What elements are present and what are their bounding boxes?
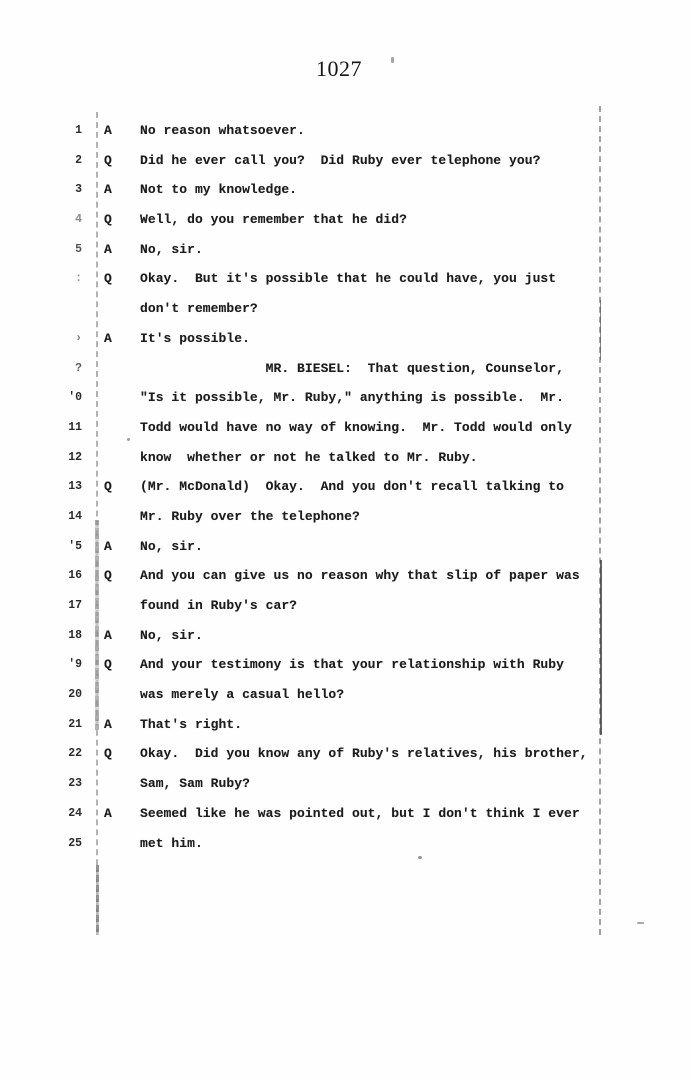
transcript-line: [0, 621, 691, 651]
transcript-line: [0, 116, 691, 146]
line-number: 2: [75, 153, 82, 167]
line-text: No, sir.: [140, 241, 203, 257]
line-text: was merely a casual hello?: [140, 687, 345, 703]
transcript-line: [0, 799, 691, 829]
line-text: No, sir.: [140, 627, 203, 643]
speaker-label: Q: [104, 479, 112, 495]
line-text: Mr. Ruby over the telephone?: [140, 508, 360, 524]
transcript-line: [0, 264, 691, 294]
line-text: No, sir.: [140, 538, 203, 554]
transcript-line: [0, 146, 691, 176]
line-number: 1: [75, 124, 82, 137]
line-number: 3: [75, 183, 82, 197]
transcript-line: [0, 472, 691, 502]
scan-artifact: [391, 57, 394, 63]
line-text: MR. BIESEL: That question, Counselor,: [140, 360, 564, 376]
line-number: 17: [68, 599, 82, 612]
line-number: 24: [68, 806, 82, 820]
line-text: Seemed like he was pointed out, but I don't think I ever: [140, 805, 580, 821]
line-number: 13: [68, 480, 82, 494]
line-text: And you can give us no reason why that slip of paper was: [140, 568, 580, 584]
line-number: ?: [75, 361, 82, 375]
line-text: met him.: [140, 835, 203, 851]
page-number: 1027: [316, 56, 362, 81]
line-text: "Is it possible, Mr. Ruby," anything is possible. Mr.: [140, 390, 564, 406]
line-number: '5: [68, 539, 82, 553]
transcript-line: [0, 829, 691, 859]
speaker-label: A: [104, 716, 112, 732]
line-text: Not to my knowledge.: [140, 182, 298, 198]
transcript-line: [0, 175, 691, 205]
transcript-line: [0, 383, 691, 413]
speaker-label: A: [104, 538, 112, 554]
line-text: (Mr. McDonald) Okay. And you don't recall talking to: [140, 479, 564, 495]
transcript-line: [0, 294, 691, 324]
transcript-line: [0, 680, 691, 710]
line-number: 25: [68, 836, 82, 850]
speaker-label: A: [104, 241, 112, 257]
transcript-line: [0, 502, 691, 532]
speaker-label: Q: [104, 568, 112, 584]
speaker-label: Q: [104, 746, 112, 762]
line-text: Okay. Did you know any of Ruby's relatives, his brother,: [140, 746, 588, 762]
line-number: '9: [68, 658, 82, 672]
line-text: Sam, Sam Ruby?: [140, 776, 250, 792]
line-text: Did he ever call you? Did Ruby ever telephone you?: [140, 152, 541, 168]
line-text: found in Ruby's car?: [140, 598, 298, 613]
line-number: 18: [68, 628, 82, 642]
scan-artifact: [637, 922, 644, 924]
line-number: 4: [75, 213, 82, 227]
line-number: 23: [68, 777, 82, 791]
transcript-line: [0, 710, 691, 740]
line-number: 20: [68, 688, 82, 702]
speaker-label: Q: [104, 152, 112, 168]
line-number: '0: [68, 391, 82, 405]
speaker-label: A: [104, 627, 112, 643]
line-number: 22: [68, 747, 82, 761]
transcript-line: [0, 235, 691, 265]
speaker-label: A: [104, 182, 112, 198]
line-text: don't remember?: [140, 301, 258, 317]
line-text: Okay. But it's possible that he could have, you just: [140, 271, 557, 287]
transcript-line: [0, 354, 691, 384]
speaker-label: Q: [104, 212, 112, 228]
transcript-line: [0, 591, 691, 621]
line-number: ›: [75, 331, 82, 345]
transcript-line: [0, 561, 691, 591]
transcript-line: [0, 413, 691, 443]
scan-artifact: [96, 865, 99, 935]
speaker-label: A: [104, 123, 112, 138]
line-number: 21: [68, 717, 82, 731]
transcript-line: [0, 324, 691, 354]
speaker-label: A: [104, 330, 112, 346]
transcript-line: [0, 739, 691, 769]
line-text: Todd would have no way of knowing. Mr. Todd would only: [140, 419, 572, 435]
line-text: It's possible.: [140, 330, 250, 346]
line-number: 14: [68, 509, 82, 523]
transcript-line: [0, 443, 691, 473]
speaker-label: Q: [104, 657, 112, 673]
line-number: 16: [68, 569, 82, 583]
transcript-body: [0, 116, 691, 858]
speaker-label: A: [104, 805, 112, 821]
transcript-line: [0, 650, 691, 680]
line-number: :: [75, 272, 82, 286]
speaker-label: Q: [104, 271, 112, 287]
line-number: 11: [68, 420, 82, 434]
line-text: Well, do you remember that he did?: [140, 212, 407, 228]
line-text: That's right.: [140, 716, 243, 732]
line-number: 5: [75, 242, 82, 256]
line-text: know whether or not he talked to Mr. Ruby.: [140, 449, 478, 465]
line-text: And your testimony is that your relationship with Ruby: [140, 657, 564, 673]
line-text: No reason whatsoever.: [140, 123, 305, 138]
line-number: 12: [68, 450, 82, 464]
transcript-line: [0, 205, 691, 235]
transcript-line: [0, 532, 691, 562]
transcript-line: [0, 769, 691, 799]
